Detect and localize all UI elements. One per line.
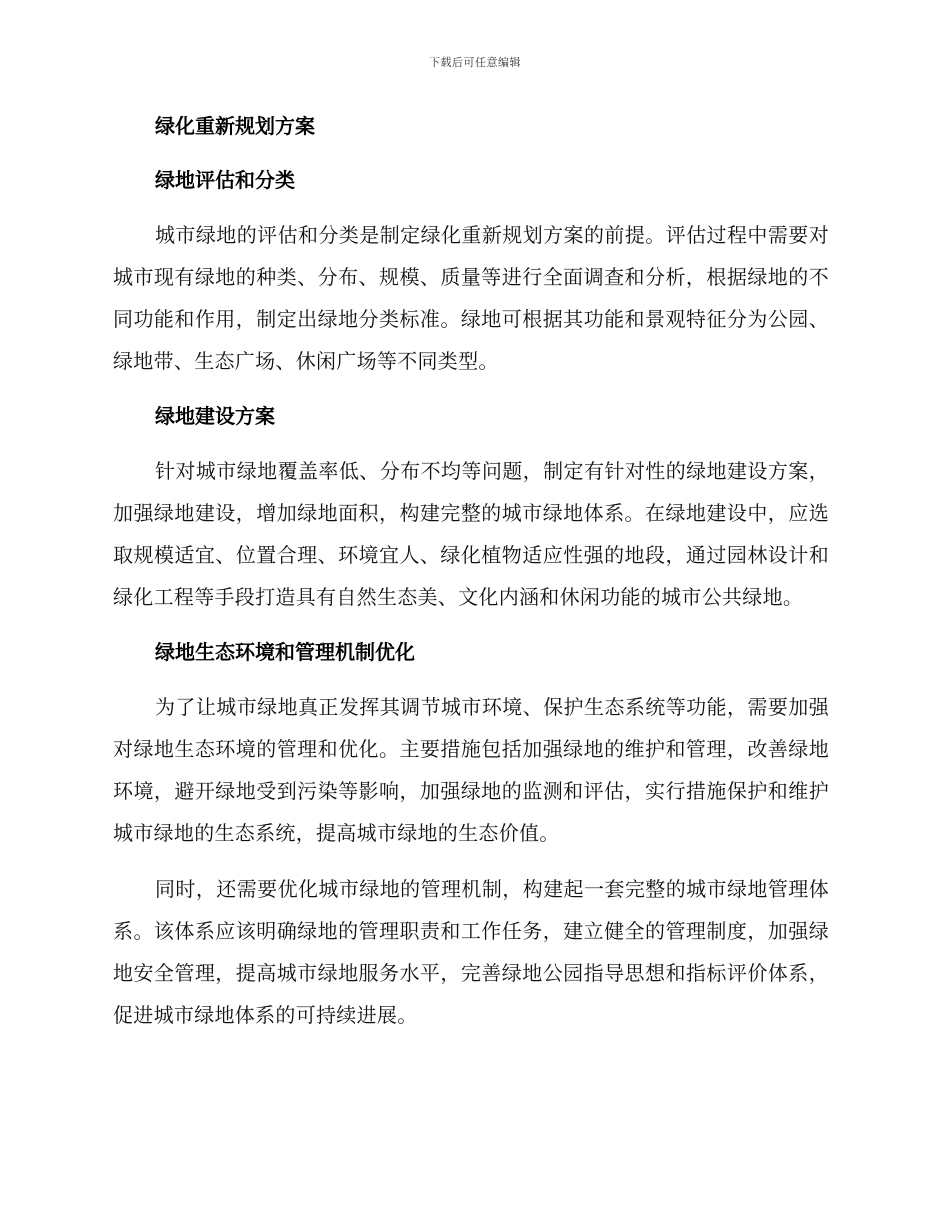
section-paragraph: 为了让城市绿地真正发挥其调节城市环境、保护生态系统等功能，需要加强对绿地生态环境的管理和优化。主要措施包括加强绿地的维护和管理，改善绿地环境，避开绿地受到污染等影响，加强绿地的监测和评估，实行措施保护和维护城市绿地的生态系统，提高城市绿地的生态价值。 bbox=[113, 695, 829, 845]
section-paragraph: 城市绿地的评估和分类是制定绿化重新规划方案的前提。评估过程中需要对城市现有绿地的种类、分布、规模、质量等进行全面调查和分析，根据绿地的不同功能和作用，制定出绿地分类标准。绿地可根据其功能和景观特征分为公园、绿地带、生态广场、休闲广场等不同类型。 bbox=[113, 223, 829, 373]
page-header: 下载后可任意编辑 bbox=[429, 56, 521, 69]
section-paragraph: 针对城市绿地覆盖率低、分布不均等问题，制定有针对性的绿地建设方案，加强绿地建设，增加绿地面积，构建完整的城市绿地体系。在绿地建设中，应选取规模适宜、位置合理、环境宜人、绿化植物适应性强的地段，通过园林设计和绿化工程等手段打造具有自然生态美、文化内涵和休闲功能的城市公共绿地。 bbox=[113, 459, 829, 609]
section-heading-evaluation: 绿地评估和分类 bbox=[155, 168, 295, 192]
document-title: 绿化重新规划方案 bbox=[155, 114, 315, 138]
section-heading-optimization: 绿地生态环境和管理机制优化 bbox=[155, 640, 415, 664]
document-body bbox=[113, 106, 829, 1050]
section-heading-construction: 绿地建设方案 bbox=[155, 404, 275, 428]
section-paragraph: 同时，还需要优化城市绿地的管理机制，构建起一套完整的城市绿地管理体系。该体系应该明确绿地的管理职责和工作任务，建立健全的管理制度，加强绿地安全管理，提高城市绿地服务水平，完善绿地公园指导思想和指标评价体系，促进城市绿地体系的可持续进展。 bbox=[113, 877, 829, 1027]
